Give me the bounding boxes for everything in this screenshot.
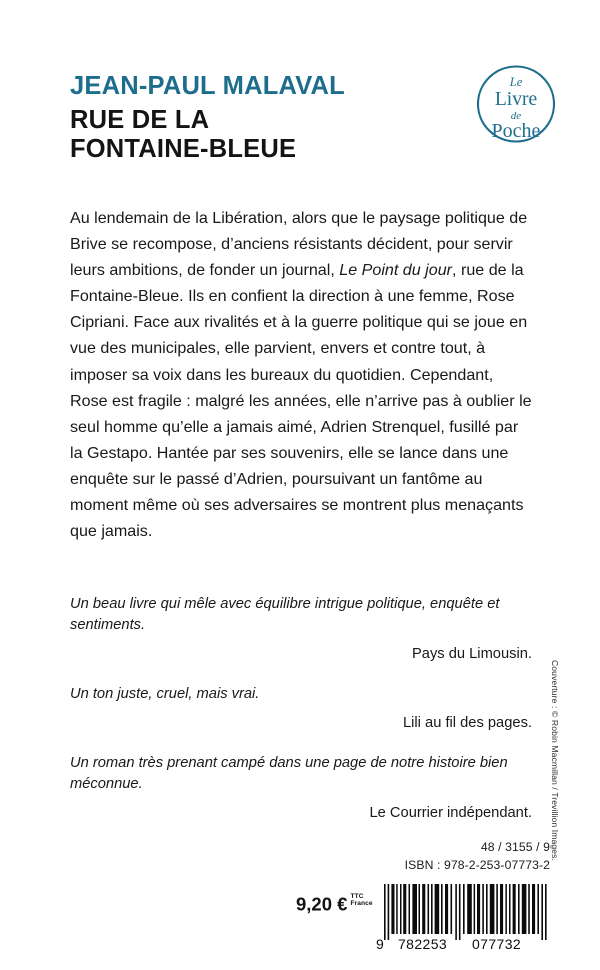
blurb-paragraph xyxy=(70,205,532,544)
logo-word-de: de xyxy=(510,110,522,122)
barcode-digits-right: 077732 xyxy=(472,936,522,952)
title-line-2: FONTAINE-BLEUE xyxy=(70,135,297,164)
price-amount: 9,20 € xyxy=(296,893,348,915)
catalog-codes xyxy=(405,838,550,874)
blurb-part-1: Au lendemain de la Libération, alors que le paysage politique de Brive se recompose, d’anciens résistants décident, pour servir leurs ambitions, de fonder un journal, xyxy=(70,209,528,280)
price-label xyxy=(296,893,373,915)
quote-text: Un beau livre qui mêle avec équilibre intrigue politique, enquête et sentiments. xyxy=(70,596,500,633)
quote-block xyxy=(70,684,532,734)
book-blurb xyxy=(70,205,532,544)
quote-text: Un ton juste, cruel, mais vrai. xyxy=(70,686,260,702)
logo-word-le: Le xyxy=(509,75,523,89)
press-quotes xyxy=(70,594,532,824)
author-name: JEAN-PAUL MALAVAL xyxy=(70,72,345,100)
quote-block xyxy=(70,594,532,665)
price-tax-line-2: France xyxy=(350,900,373,908)
le-livre-de-poche-logo xyxy=(472,63,560,145)
price-tax-line-1: TTC xyxy=(350,893,364,900)
quote-source: Lili au fil des pages. xyxy=(402,715,532,731)
catalog-number: 48 / 3155 / 9 xyxy=(480,840,550,854)
logo-word-livre: Livre xyxy=(494,89,538,110)
barcode-digits-left: 782253 xyxy=(398,936,448,952)
blurb-italic-work-title: Le Point du jour xyxy=(339,261,453,280)
isbn-number: ISBN : 978-2-253-07773-2 xyxy=(404,858,550,872)
cover-credit: Couverture : © Robin Macmillan / Trevillion Images. xyxy=(550,660,560,862)
quote-source: Pays du Limousin. xyxy=(411,646,532,662)
price-tax-note xyxy=(350,893,372,908)
title-line-1: RUE DE LA xyxy=(70,105,210,134)
quote-text: Un roman très prenant campé dans une page de notre histoire bien méconnue. xyxy=(70,755,508,792)
barcode-digit-first: 9 xyxy=(376,936,385,952)
blurb-part-2: , rue de la Fontaine-Bleue. Ils en confient la direction à une femme, Rose Cipriani. Face aux rivalités et à la guerre politique qui se joue en vue des municipales, elle parvient, envers et contre tout, à imposer sa voix dans les bureaux du quotidien. Cependant, Rose est fragile : malgré les années, elle n’arrive pas à oublier le seul homme qu’elle a jamais aimé, Adrien Strenquel, fusillé par la Gestapo. Hantée par ses souvenirs, elle se lance dans une enquête sur le passé d’Adrien, poursuivant un fantôme au moment même où ses adversaires se montrent plus menaçants que jamais. xyxy=(70,261,532,541)
ean13-barcode xyxy=(382,884,548,940)
logo-word-poche: Poche xyxy=(491,120,541,142)
quote-source: Le Courrier indépendant. xyxy=(369,805,532,821)
quote-block xyxy=(70,753,532,824)
